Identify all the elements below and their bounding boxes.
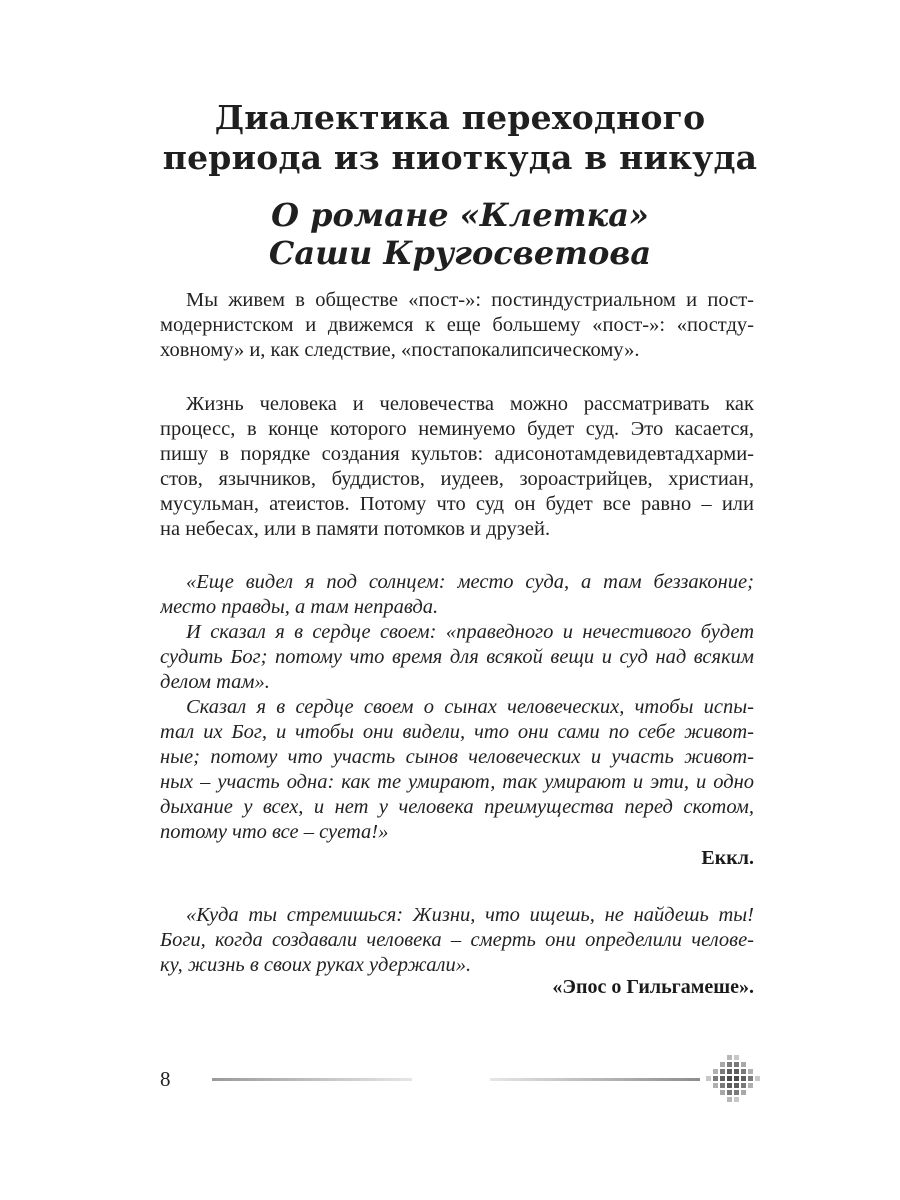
quote-line: делом там». [160,671,270,693]
quote-ecclesiastes [160,570,754,845]
quote-line: потому что все – суета!» [160,821,389,843]
text-line: процесс, в конце которого неминуемо будет суд. Это касается, [160,418,754,440]
quote-line: «Куда ты стремишься: Жизни, что ищешь, не найдешь ты! [186,904,754,926]
text-line: стов, язычников, буддистов, иудеев, зороастрийцев, христиан, [160,468,754,490]
quote-line: И сказал я в сердце своем: «праведного и нечестивого будет [186,621,754,643]
footer-rule-left [212,1078,412,1081]
quote-gilgamesh [160,903,754,978]
text-line: Жизнь человека и человечества можно рассматривать как [186,393,754,415]
quote-line: Боги, когда создавали человека – смерть они определили челове- [160,929,754,951]
page-number: 8 [160,1067,171,1091]
text-line: Мы живем в обществе «пост-»: постиндустриальном и пост- [186,289,754,311]
quote-line: ные; потому что участь сынов человеческих и участь живот- [160,746,754,768]
quote-source-gilgamesh: «Эпос о Гильгамеше». [552,976,754,998]
text-line: на небесах, или в памяти потомков и друзей. [160,518,551,540]
quote-line: место правды, а там неправда. [160,596,439,618]
chapter-title-line-2: периода из ниоткуда в никуда [162,138,758,177]
quote-line: тал их Бог, и чтобы они видели, что они сами по себе живот- [160,721,754,743]
quote-line: судить Бог; потому что время для всякой вещи и суд над всяким [160,646,754,668]
chapter-title-line-1: Диалектика переходного [214,98,706,137]
chapter-subtitle-line-2: Саши Кругосветова [268,234,652,272]
paragraph-intro [160,288,754,363]
footer-rule-right [490,1078,700,1081]
text-line: модернистском и движемся к еще большему «пост-»: «постду- [160,314,754,336]
text-line: мусульман, атеистов. Потому что суд он будет все равно – или [160,493,754,515]
quote-line: ных – участь одна: как те умирают, так умирают и эти, и одно [160,771,754,793]
quote-line: ку, жизнь в своих руках удержали». [160,954,472,976]
pixel-grid-ornament-icon [706,1052,760,1106]
quote-line: Сказал я в сердце своем о сынах человеческих, чтобы испы- [186,696,754,718]
quote-source-ecclesiastes: Еккл. [701,847,754,869]
chapter-subtitle-line-1: О романе «Клетка» [271,196,649,234]
quote-line: дыхание у всех, и нет у человека преимущества перед скотом, [160,796,754,818]
text-line: пишу в порядке создания культов: адисонотамдевидевтадхарми- [160,443,754,465]
text-line: ховному» и, как следствие, «постапокалипсическому». [160,339,640,361]
quote-line: «Еще видел я под солнцем: место суда, а там беззаконие; [186,571,754,593]
chapter-title [150,98,770,178]
chapter-subtitle [150,196,770,272]
paragraph-judgement [160,392,754,542]
